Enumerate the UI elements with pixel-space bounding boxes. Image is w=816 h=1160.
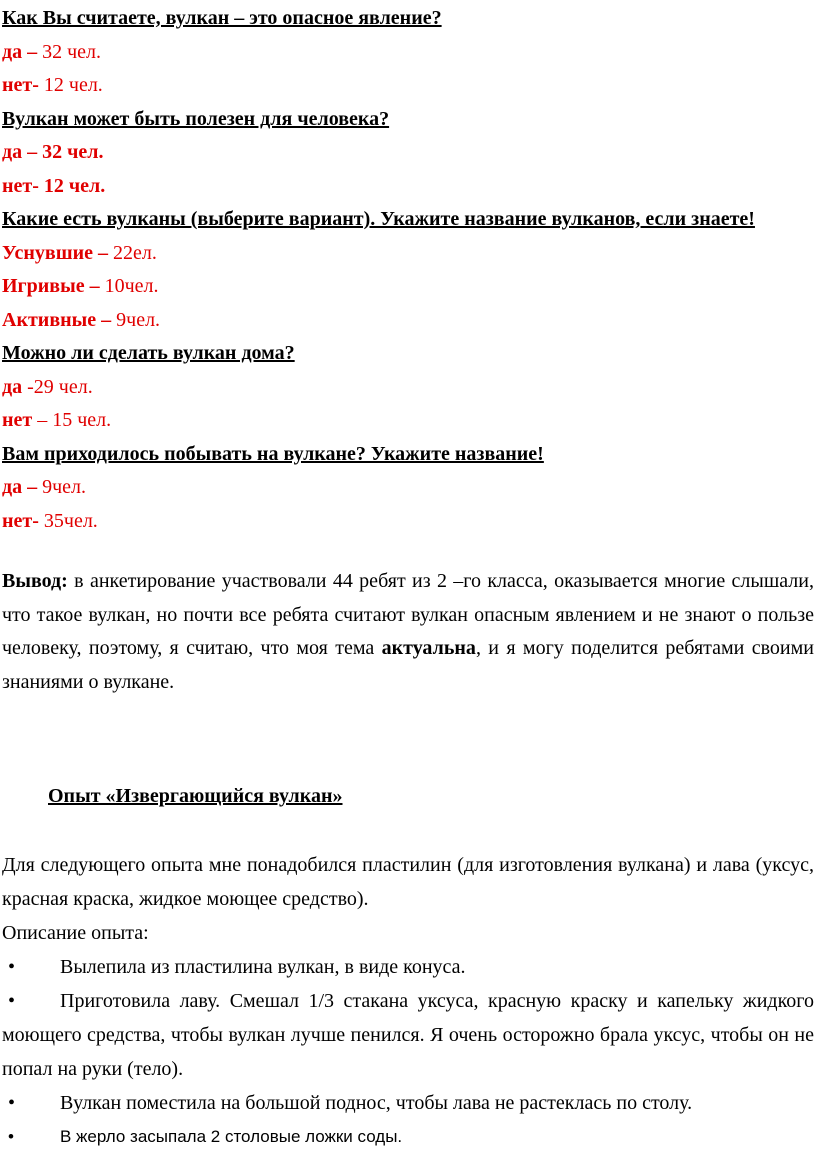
answer-value: 22ел. (108, 241, 157, 264)
answer-value: 9чел. (111, 308, 161, 331)
experiment-step (2, 1086, 814, 1120)
survey-answer (2, 270, 814, 304)
conclusion-paragraph (2, 565, 814, 699)
answer-label: Игривые – (2, 275, 100, 297)
answer-label: да – 32 чел. (2, 141, 104, 163)
bullet-icon: • (8, 1091, 16, 1114)
survey-answer (2, 237, 814, 271)
survey-answer (2, 371, 814, 405)
experiment-title: Опыт «Извергающийся вулкан» (48, 785, 343, 807)
survey-question: Можно ли сделать вулкан дома? (2, 342, 295, 364)
survey-answer (2, 471, 814, 505)
answer-value: 32 чел. (37, 40, 102, 63)
answer-value: 9чел. (37, 476, 87, 498)
step-text: В жерло засыпала 2 столовые ложки соды. (60, 1126, 403, 1146)
answer-label: Активные – (2, 308, 112, 331)
survey-answer (2, 136, 814, 170)
experiment-step (2, 1120, 814, 1154)
survey-question: Вам приходилось побывать на вулкане? Укажите название! (2, 442, 544, 465)
experiment-intro: Для следующего опыта мне понадобился пластилин (для изготовления вулкана) и лава (уксус, красная краска, жидкое моющее средство). (2, 853, 814, 910)
survey-answer (2, 69, 814, 103)
survey-question: Какие есть вулканы (выберите вариант). Укажите название вулканов, если знаете! (2, 208, 755, 230)
survey-question: Вулкан может быть полезен для человека? (2, 107, 390, 130)
experiment-step (2, 950, 814, 984)
conclusion-bold-word: актуальна (381, 637, 476, 659)
answer-value: 35чел. (38, 509, 98, 532)
answer-value: 10чел. (99, 275, 159, 297)
bullet-icon: • (8, 989, 16, 1012)
step-text: Вылепила из пластилина вулкан, в виде конуса. (60, 955, 466, 978)
survey-answer (2, 404, 814, 438)
answer-label: да (2, 375, 23, 398)
step-text: Вулкан поместила на большой поднос, чтобы лава не растеклась по столу. (60, 1091, 693, 1114)
survey-answer (2, 505, 814, 539)
steps-label: Описание опыта: (2, 921, 149, 944)
answer-label: нет- 12 чел. (2, 174, 106, 197)
survey-answer (2, 36, 814, 70)
bullet-icon: • (8, 955, 16, 978)
conclusion-text-before: в анкетирование участвовали 44 ребят из 2 –го класса, оказывается многие слышали, что такое вулкан, но почти все ребята считают вулкан опасным явлением и не знают о пользе человеку, поэтому, я считаю, что моя тема (2, 570, 814, 659)
answer-label: нет- (2, 509, 39, 532)
answer-label: нет- (2, 74, 39, 96)
survey-answer (2, 170, 814, 204)
answer-label: Уснувшие – (2, 241, 109, 264)
answer-value: 12 чел. (38, 74, 103, 96)
answer-value: -29 чел. (22, 375, 93, 398)
answer-label: да – (2, 40, 38, 63)
conclusion-text-after: , и я могу поделится ребятами своими знаниями о вулкане. (2, 637, 814, 693)
survey-answer (2, 304, 814, 338)
conclusion-label: Вывод: (2, 570, 68, 592)
survey-question: Как Вы считаете, вулкан – это опасное явление? (2, 7, 442, 29)
step-text: Приготовила лаву. Смешал 1/3 стакана уксуса, красную краску и капельку жидкого моющего средства, чтобы вулкан лучше пенился. Я очень осторожно брала уксус, чтобы он не попал на руки (тело). (2, 989, 814, 1080)
bullet-icon: • (8, 1126, 14, 1146)
experiment-section (2, 848, 814, 1154)
answer-label: да – (2, 476, 38, 498)
survey-results-section (2, 2, 814, 538)
answer-label: нет (2, 409, 33, 431)
experiment-step (2, 984, 814, 1086)
answer-value: – 15 чел. (32, 409, 112, 431)
